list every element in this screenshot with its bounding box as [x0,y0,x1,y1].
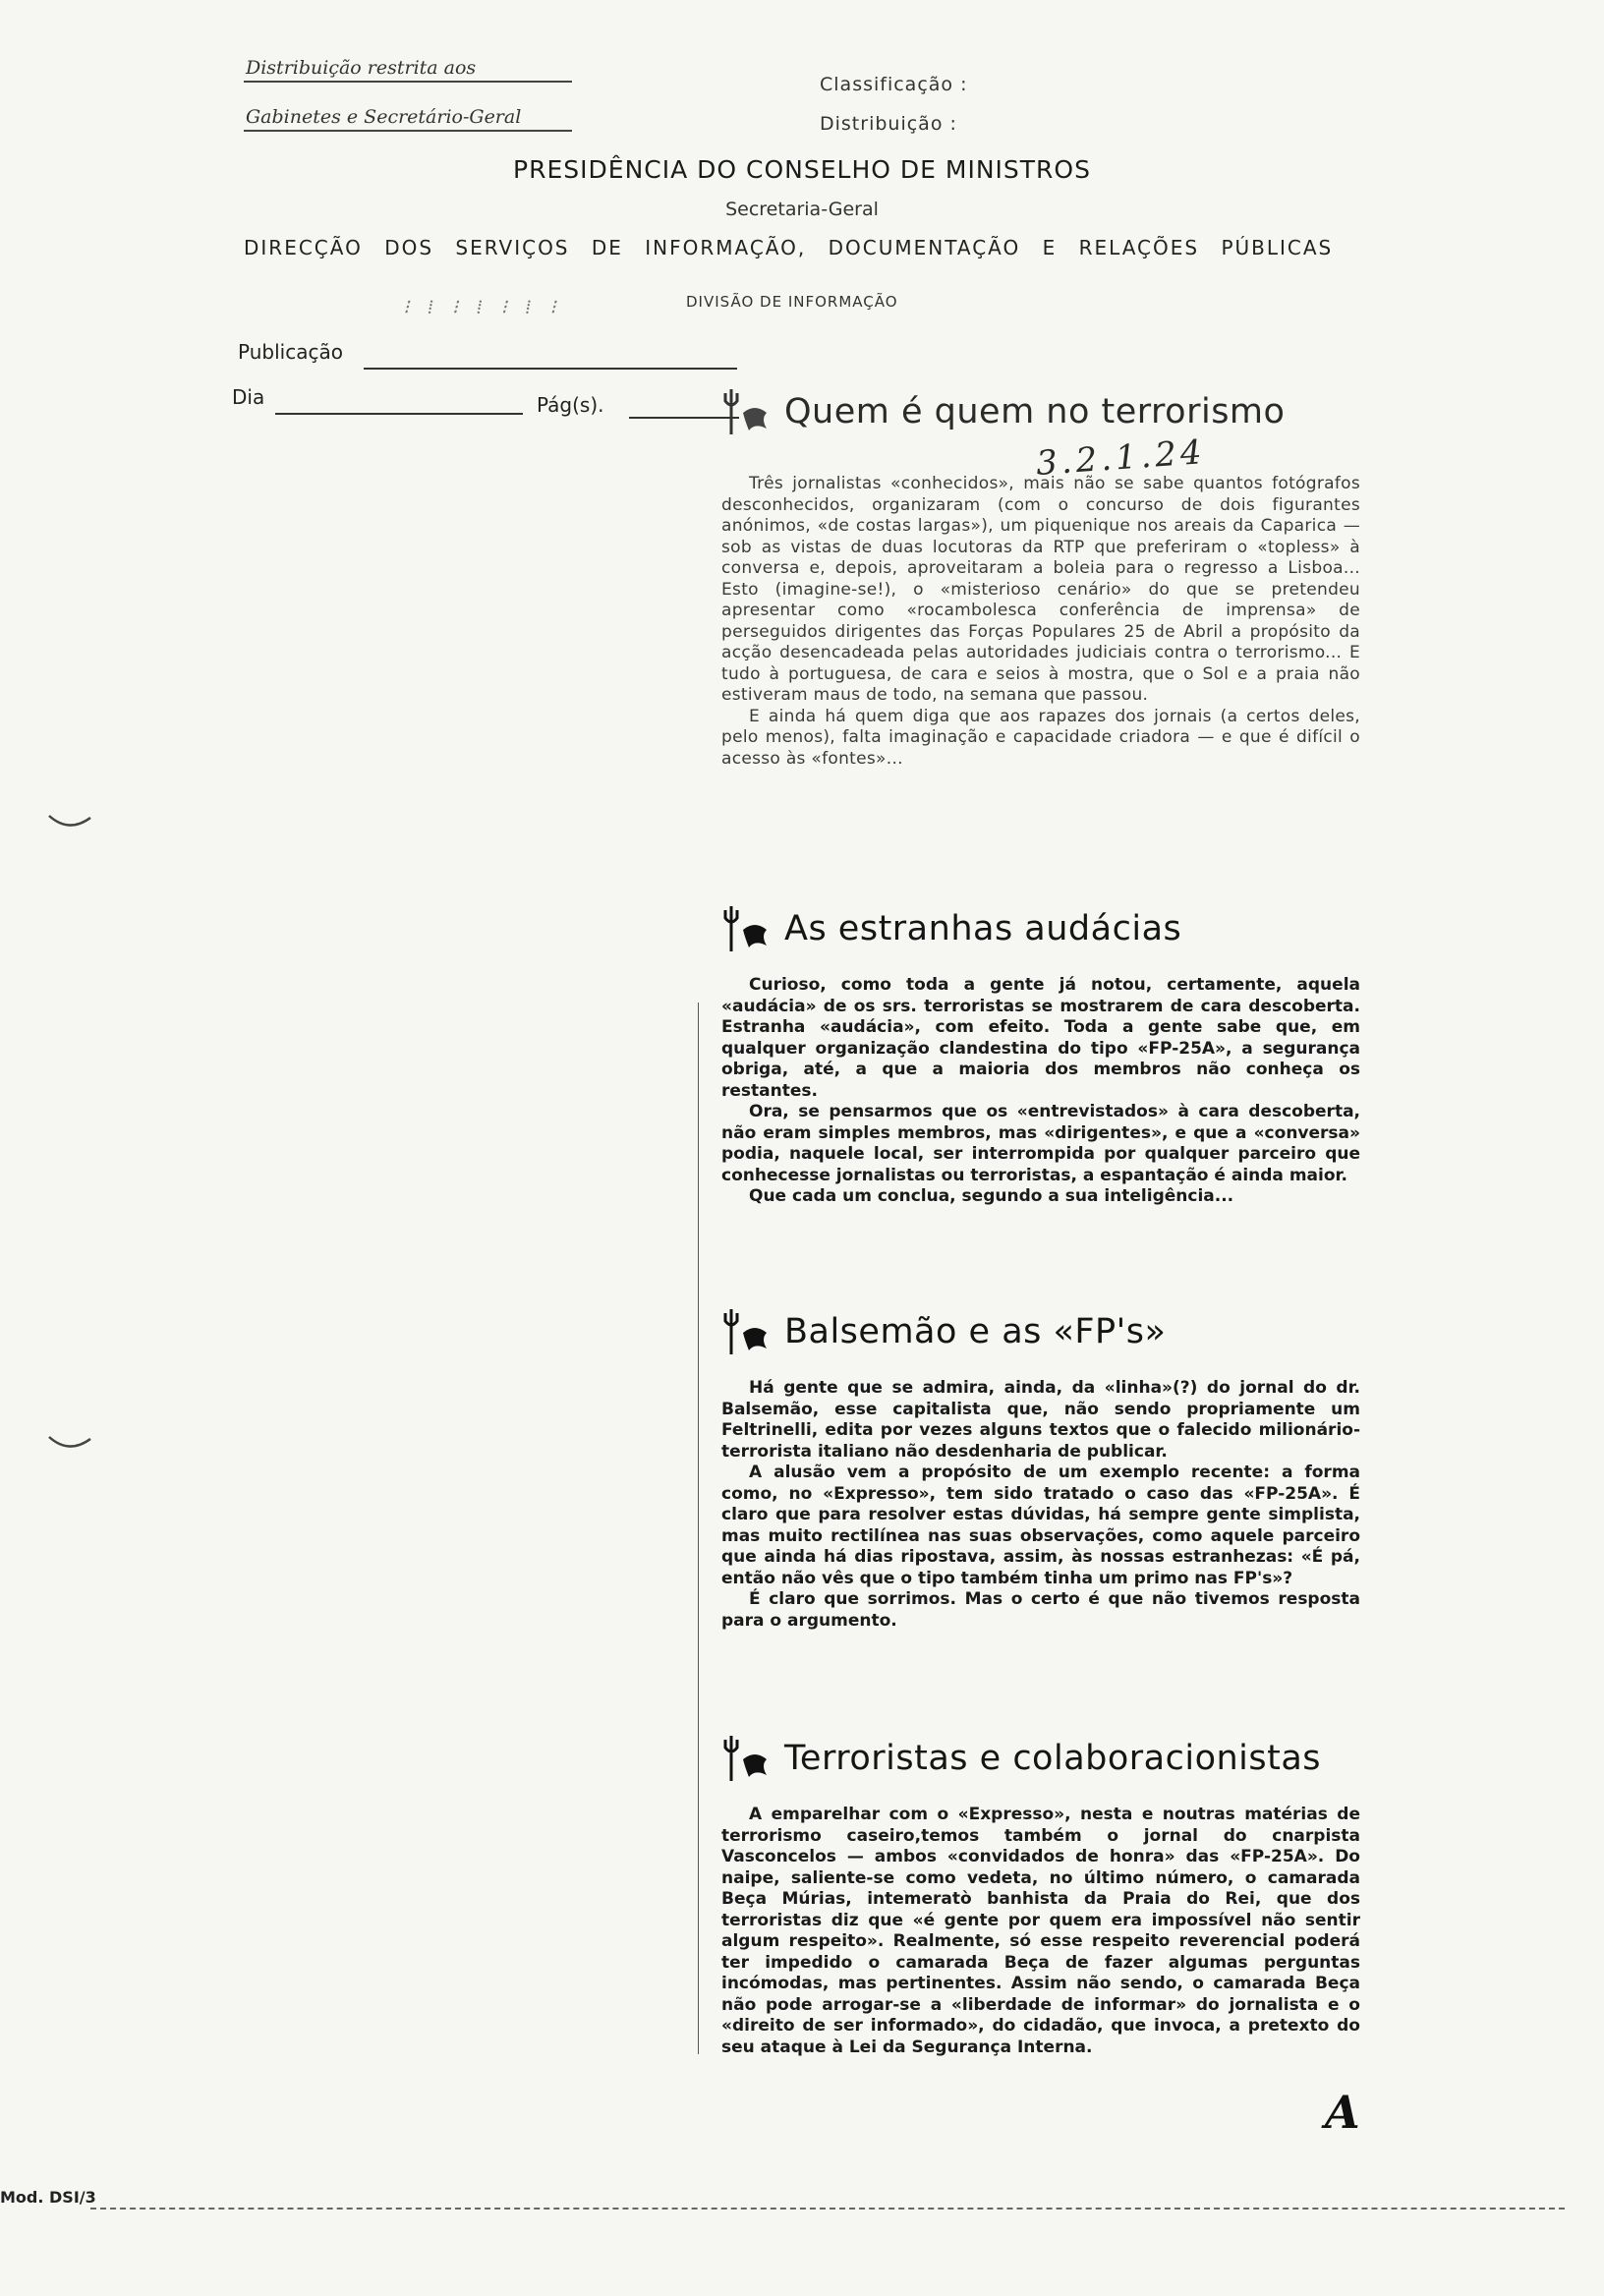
article-paragraph: E ainda há quem diga que aos rapazes dos jornais (a certos deles, pelo menos), falta imaginação e capacidade criadora — e que é difícil o acesso às «fontes»... [721,706,1360,769]
article-heading [721,385,1360,438]
dia-field-line [275,413,523,415]
article-quem-e-quem [721,385,1360,770]
article-title: As estranhas audácias [784,909,1182,948]
article-paragraph: A alusão vem a propósito de um exemplo recente: a forma como, no «Expresso», tem sido tratado o caso das «FP-25A». É claro que para resolver estas dúvidas, há sempre gente simplista, mas muito rectilínea nas suas observações, como aquele parceiro que ainda há dias ripostava, assim, às nossas estranhezas: «É pá, então não vês que o tipo também tinha um primo nas FP's»? [721,1463,1360,1588]
article-terroristas-colaboracionistas [721,1732,1360,2058]
article-paragraph: Curioso, como toda a gente já notou, certamente, aquela «audácia» de os srs. terroristas se mostrarem de cara descoberta. Estranha «audácia», com efeito. Toda a gente sabe que, em qualquer organização clandestina do tipo «FP-25A», a segurança obriga, até, a que a maioria dos membros não conheça os restantes. [721,975,1360,1101]
article-paragraph: Há gente que se admira, ainda, da «linha»(?) do jornal do dr. Balsemão, esse capitalista que, não sendo propriamente um Feltrinelli, edita por vezes alguns textos que o falecido milionário-terrorista italiano não desdenharia de publicar. [721,1378,1360,1462]
publicacao-scribble: ⁝ ⁞ ⁝ ⁞ ⁝ ⁞ ⁝ [403,295,562,318]
article-estranhas-audacias [721,902,1360,1208]
divisao-label: DIVISÃO DE INFORMAÇÃO [686,293,898,311]
restricted-line-1: Distribuição restrita aos [244,51,572,83]
distribuicao-label: Distribuição : [820,113,957,135]
secretaria-subtitle: Secretaria-Geral [725,199,879,220]
handwritten-date: 3.2.1.24 [1034,432,1207,484]
article-paragraph: Que cada um conclua, segundo a sua inteligência... [749,1186,1234,1206]
article-heading [721,1732,1360,1785]
article-heading [721,902,1360,955]
column-rule [698,1003,699,2054]
devil-trident-icon [721,385,774,438]
classification-block [820,65,967,144]
article-paragraph: Ora, se pensarmos que os «entrevistados» à cara descoberta, não eram simples membros, mas «dirigentes», e que a «conversa» podia, naquele local, ser interrompida por qualquer parceiro que conhecesse jornalistas ou terroristas, a espantação é ainda maior. [721,1102,1360,1185]
classificacao-label: Classificação : [820,74,968,95]
article-paragraph: Três jornalistas «conhecidos», mais não se sabe quantos fotógrafos desconhecidos, organizaram (com o concurso de dois figurantes anónimos, «de costas largas»), um piquenique nos areais da Caparica — sob as vistas de duas locutoras da RTP que preferiram o «topless» à conversa e, depois, aproveitaram a boleia para o regresso a Lisboa... Esto (imagine-se!), o «misterioso cenário» do que se pretendeu apresentar como «rocambolesca conferência de imprensa» de perseguidos dirigentes das Forças Populares 25 de Abril a propósito da acção desencadeada pelas autoridades judiciais contra o terrorismo... E tudo à portuguesa, de cara e seios à mostra, que o Sol e a praia não estiveram maus de todo, na semana que passou. [721,474,1360,705]
devil-trident-icon [721,1305,774,1358]
devil-trident-icon [721,1732,774,1785]
article-balsemao [721,1305,1360,1632]
article-paragraph: É claro que sorrimos. Mas o certo é que não tivemos resposta para o argumento. [721,1589,1360,1631]
article-heading [721,1305,1360,1358]
footer-dashed-line [90,2208,1565,2210]
restricted-line-2: Gabinetes e Secretário-Geral [244,100,572,132]
punch-hole-mark-top [47,812,92,832]
devil-trident-icon [721,902,774,955]
punch-hole-mark-bottom [47,1433,92,1453]
pags-label: Pág(s). [537,393,604,417]
article-title: Terroristas e colaboracionistas [784,1739,1322,1778]
publicacao-label: Publicação [238,340,343,364]
form-code: Mod. DSI/3 [0,2188,96,2207]
publicacao-field-line [364,368,737,370]
article-paragraph: A emparelhar com o «Expresso», nesta e noutras matérias de terrorismo caseiro,temos também o jornal do cnarpista Vasconcelos — ambos «convidados de honra» das «FP-25A». Do naipe, saliente-se como vedeta, no último número, o camarada Beça Múrias, intemeratò banhista da Praia do Rei, que dos terroristas diz que «é gente por quem era impossível não sentir algum respeito». Realmente, só esse respeito reverencial poderá ter impedido o camarada Beça de fazer algumas perguntas incómodas, mas pertinentes. Assim não sendo, o camarada Beça não pode arrogar-se a «liberdade de informar» do jornalista e o «direito de ser informado», do cidadão, que invoca, a pretexto do seu ataque à Lei da Segurança Interna. [721,1805,1360,2057]
restricted-distribution-note [244,51,598,149]
article-title: Quem é quem no terrorismo [784,392,1286,431]
article-title: Balsemão e as «FP's» [784,1312,1167,1351]
presidencia-title: PRESIDÊNCIA DO CONSELHO DE MINISTROS [513,155,1091,184]
dia-label: Dia [232,385,265,409]
handwritten-page-mark: A [1325,2086,1360,2139]
direccao-title: DIRECÇÃO DOS SERVIÇOS DE INFORMAÇÃO, DOCUMENTAÇÃO E RELAÇÕES PÚBLICAS [244,236,1334,259]
